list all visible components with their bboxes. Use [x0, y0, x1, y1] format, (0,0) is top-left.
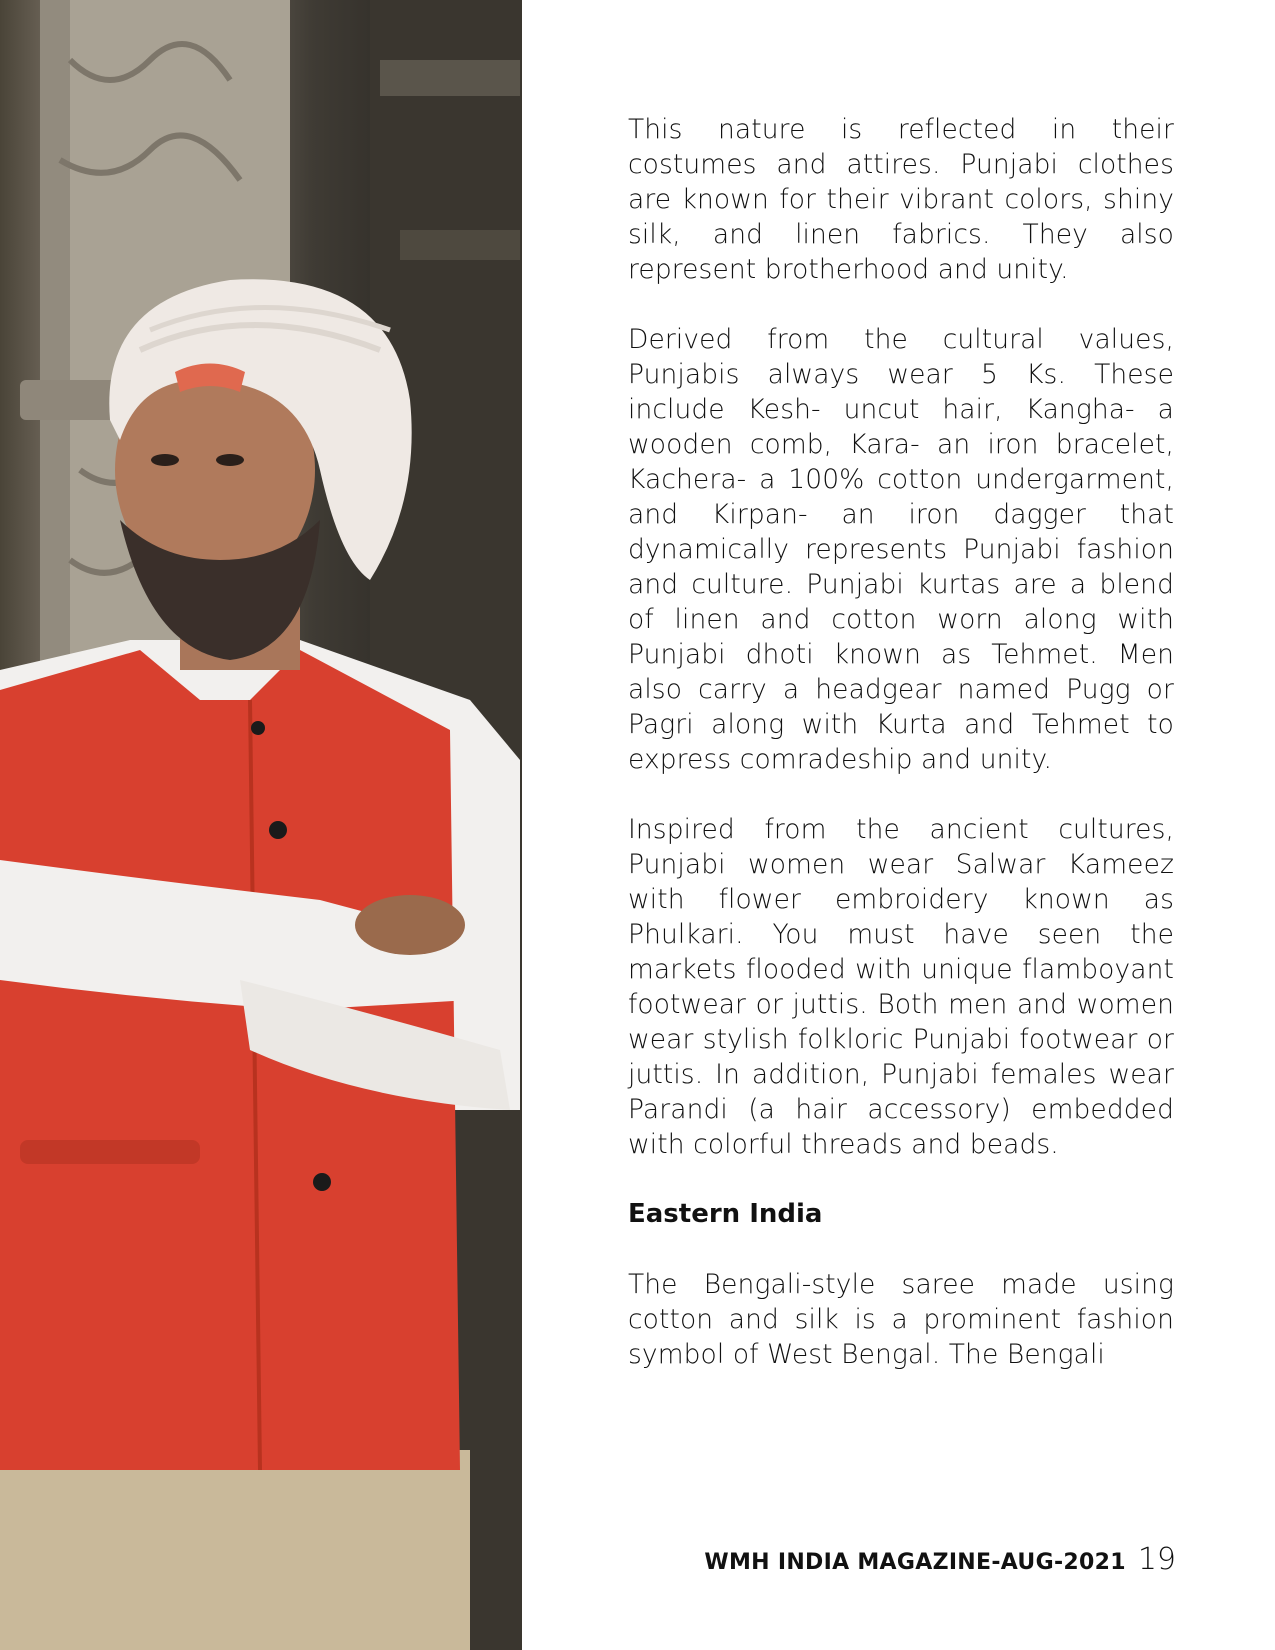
hand [355, 895, 465, 955]
trousers [0, 1450, 470, 1650]
article-body [628, 112, 1174, 1407]
page-footer [704, 1542, 1176, 1577]
man-in-turban-illustration [0, 0, 522, 1650]
paragraph-punjabi-clothes: This nature is reflected in their costumes and attires. Punjabi clothes are known for their vibrant colors, shiny silk, and linen fabrics. They also represent brotherhood and unity. [628, 114, 1174, 285]
magazine-title: WMH INDIA MAGAZINE-AUG-2021 [704, 1550, 1126, 1575]
paragraph-five-ks: Derived from the cultural values, Punjabis always wear 5 Ks. These include Kesh- uncut hair, Kangha- a wooden comb, Kara- an iron bracelet, Kachera- a 100% cotton undergarment, and Kirpan- an iron dagger that dynamically represents Punjabi fashion and culture. Punjabi kurtas are a blend of linen and cotton worn along with Punjabi dhoti known as Tehmet. Men also carry a headgear named Pugg or Pagri along with Kurta and Tehmet to express comradeship and unity. [628, 324, 1174, 775]
paragraph-punjabi-women: Inspired from the ancient cultures, Punjabi women wear Salwar Kameez with flower embroidery known as Phulkari. You must have seen the markets flooded with unique flamboyant footwear or juttis. Both men and women wear stylish folkloric Punjabi footwear or juttis. In addition, Punjabi females wear Parandi (a hair accessory) embedded with colorful threads and beads. [628, 814, 1174, 1160]
section-heading-eastern-india: Eastern India [628, 1199, 823, 1229]
page-number: 19 [1137, 1542, 1176, 1577]
paragraph-bengali-saree: The Bengali-style saree made using cotton and silk is a prominent fashion symbol of West Bengal. The Bengali [628, 1269, 1174, 1370]
article-photo [0, 0, 522, 1650]
